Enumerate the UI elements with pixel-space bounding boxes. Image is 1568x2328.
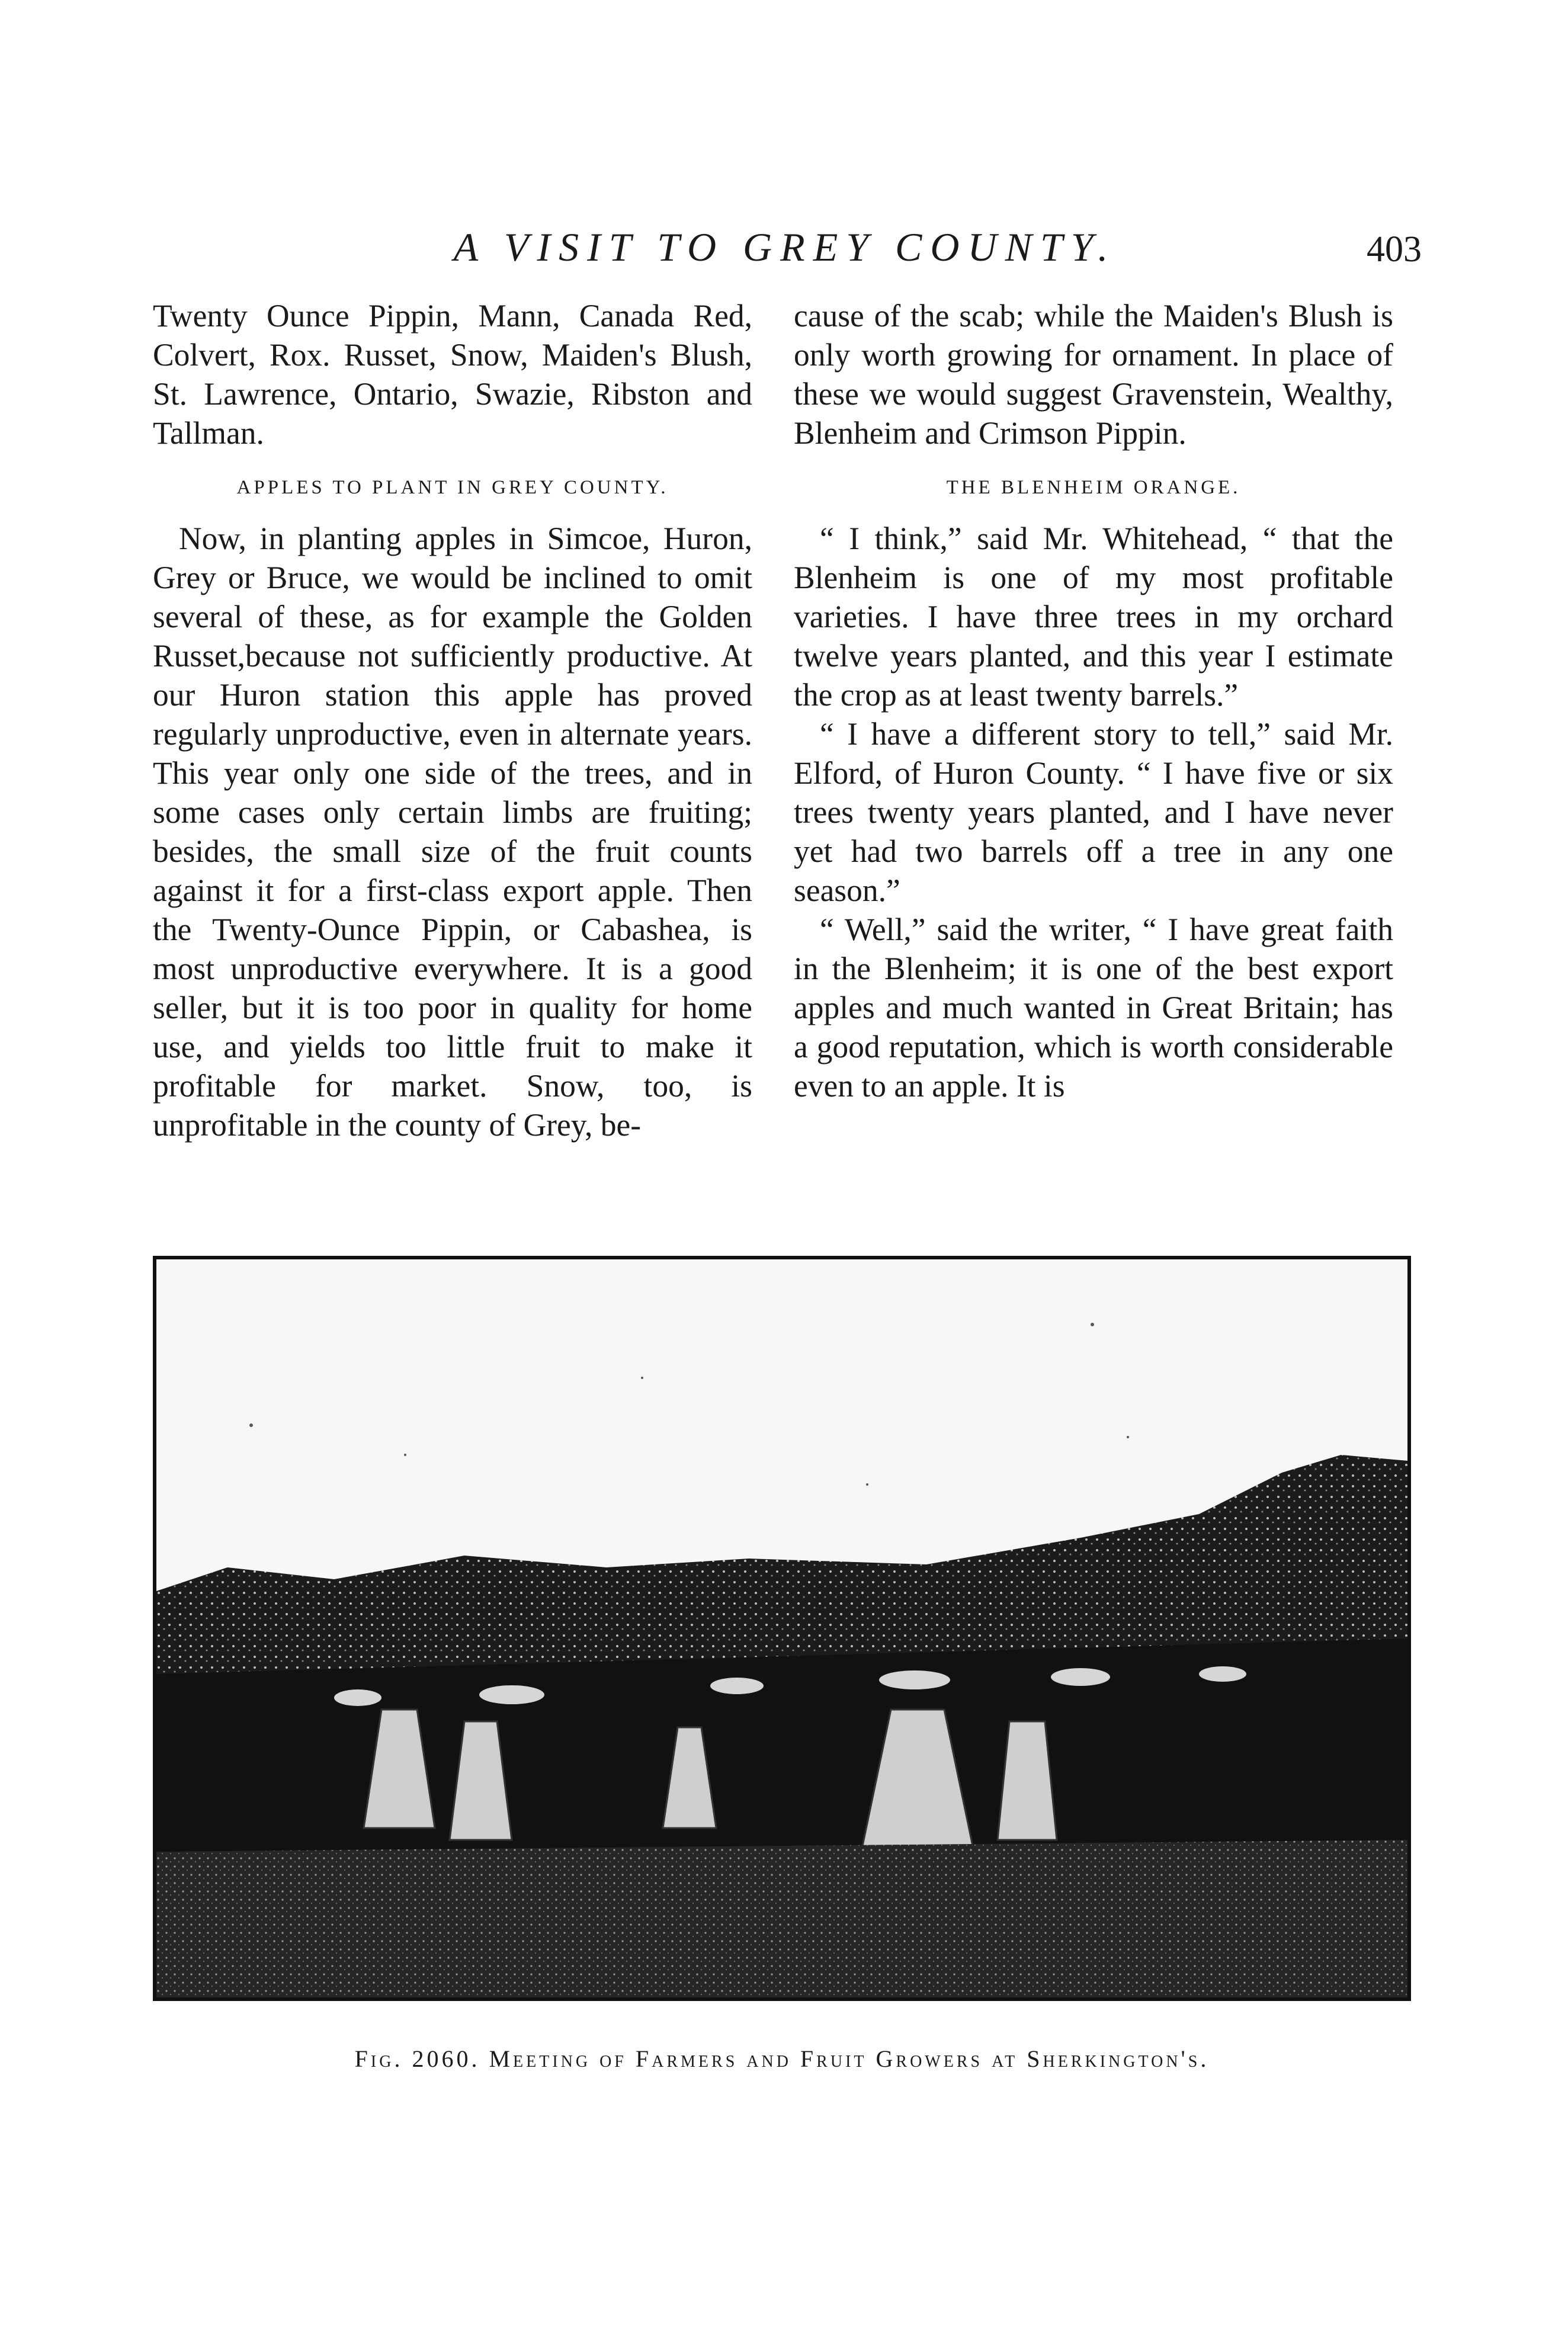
meeting-photograph: [156, 1259, 1407, 1997]
page-header: [148, 224, 1422, 289]
right-paragraph-2: “ I think,” said Mr. Whitehead, “ that the Blenheim is one of my most profitable varieties. I have three trees in my orchard twelve years planted, and this year I estimate the crop as at least twenty barrels.”: [794, 521, 1393, 713]
left-paragraph-2: Now, in planting apples in Simcoe, Huron, Grey or Bruce, we would be inclined to omit several of these, as for example the Golden Russet,because not sufficiently productive. At our Huron station this apple has proved regularly unproductive, even in alternate years. This year only one side of the trees, and in some cases only certain limbs are fruiting; besides, the small size of the fruit counts against it for a first-class export apple. Then the Twenty-Ounce Pippin, or Cabashea, is most unproductive everywhere. It is a good seller, but it is too poor in quality for home use, and yields too little fruit to make it profitable for market. Snow, too, is unprofitable in the county of Grey, be-: [153, 521, 752, 1143]
right-column: [794, 296, 1393, 1105]
running-title: A VISIT TO GREY COUNTY.: [453, 225, 1117, 270]
right-paragraph-1: cause of the scab; while the Maiden's Blush is only worth growing for ornament. In place of these we would suggest Gravenstein, Wealthy, Blenheim and Crimson Pippin.: [794, 298, 1393, 451]
right-paragraph-3: “ I have a different story to tell,” said Mr. Elford, of Huron County. “ I have five or six trees twenty years planted, and I have never yet had two barrels off a tree in any one season.”: [794, 716, 1393, 908]
section-heading-apples-to-plant: APPLES TO PLANT IN GREY COUNTY.: [236, 477, 669, 498]
photograph-figure: [153, 1256, 1411, 2001]
page-number: 403: [1367, 229, 1422, 270]
section-heading-blenheim-orange: THE BLENHEIM ORANGE.: [946, 477, 1241, 498]
left-column: [153, 296, 752, 1144]
left-paragraph-1: Twenty Ounce Pippin, Mann, Canada Red, Colvert, Rox. Russet, Snow, Maiden's Blush, St. Lawrence, Ontario, Swazie, Ribston and Tallman.: [153, 298, 752, 451]
figure-caption: Fig. 2060. Meeting of Farmers and Fruit Growers at Sherkington's.: [354, 2045, 1210, 2072]
right-paragraph-4: “ Well,” said the writer, “ I have great faith in the Blenheim; it is one of the best export apples and much wanted in Great Britain; has a good reputation, which is worth considerable even to an apple. It is: [794, 912, 1393, 1104]
